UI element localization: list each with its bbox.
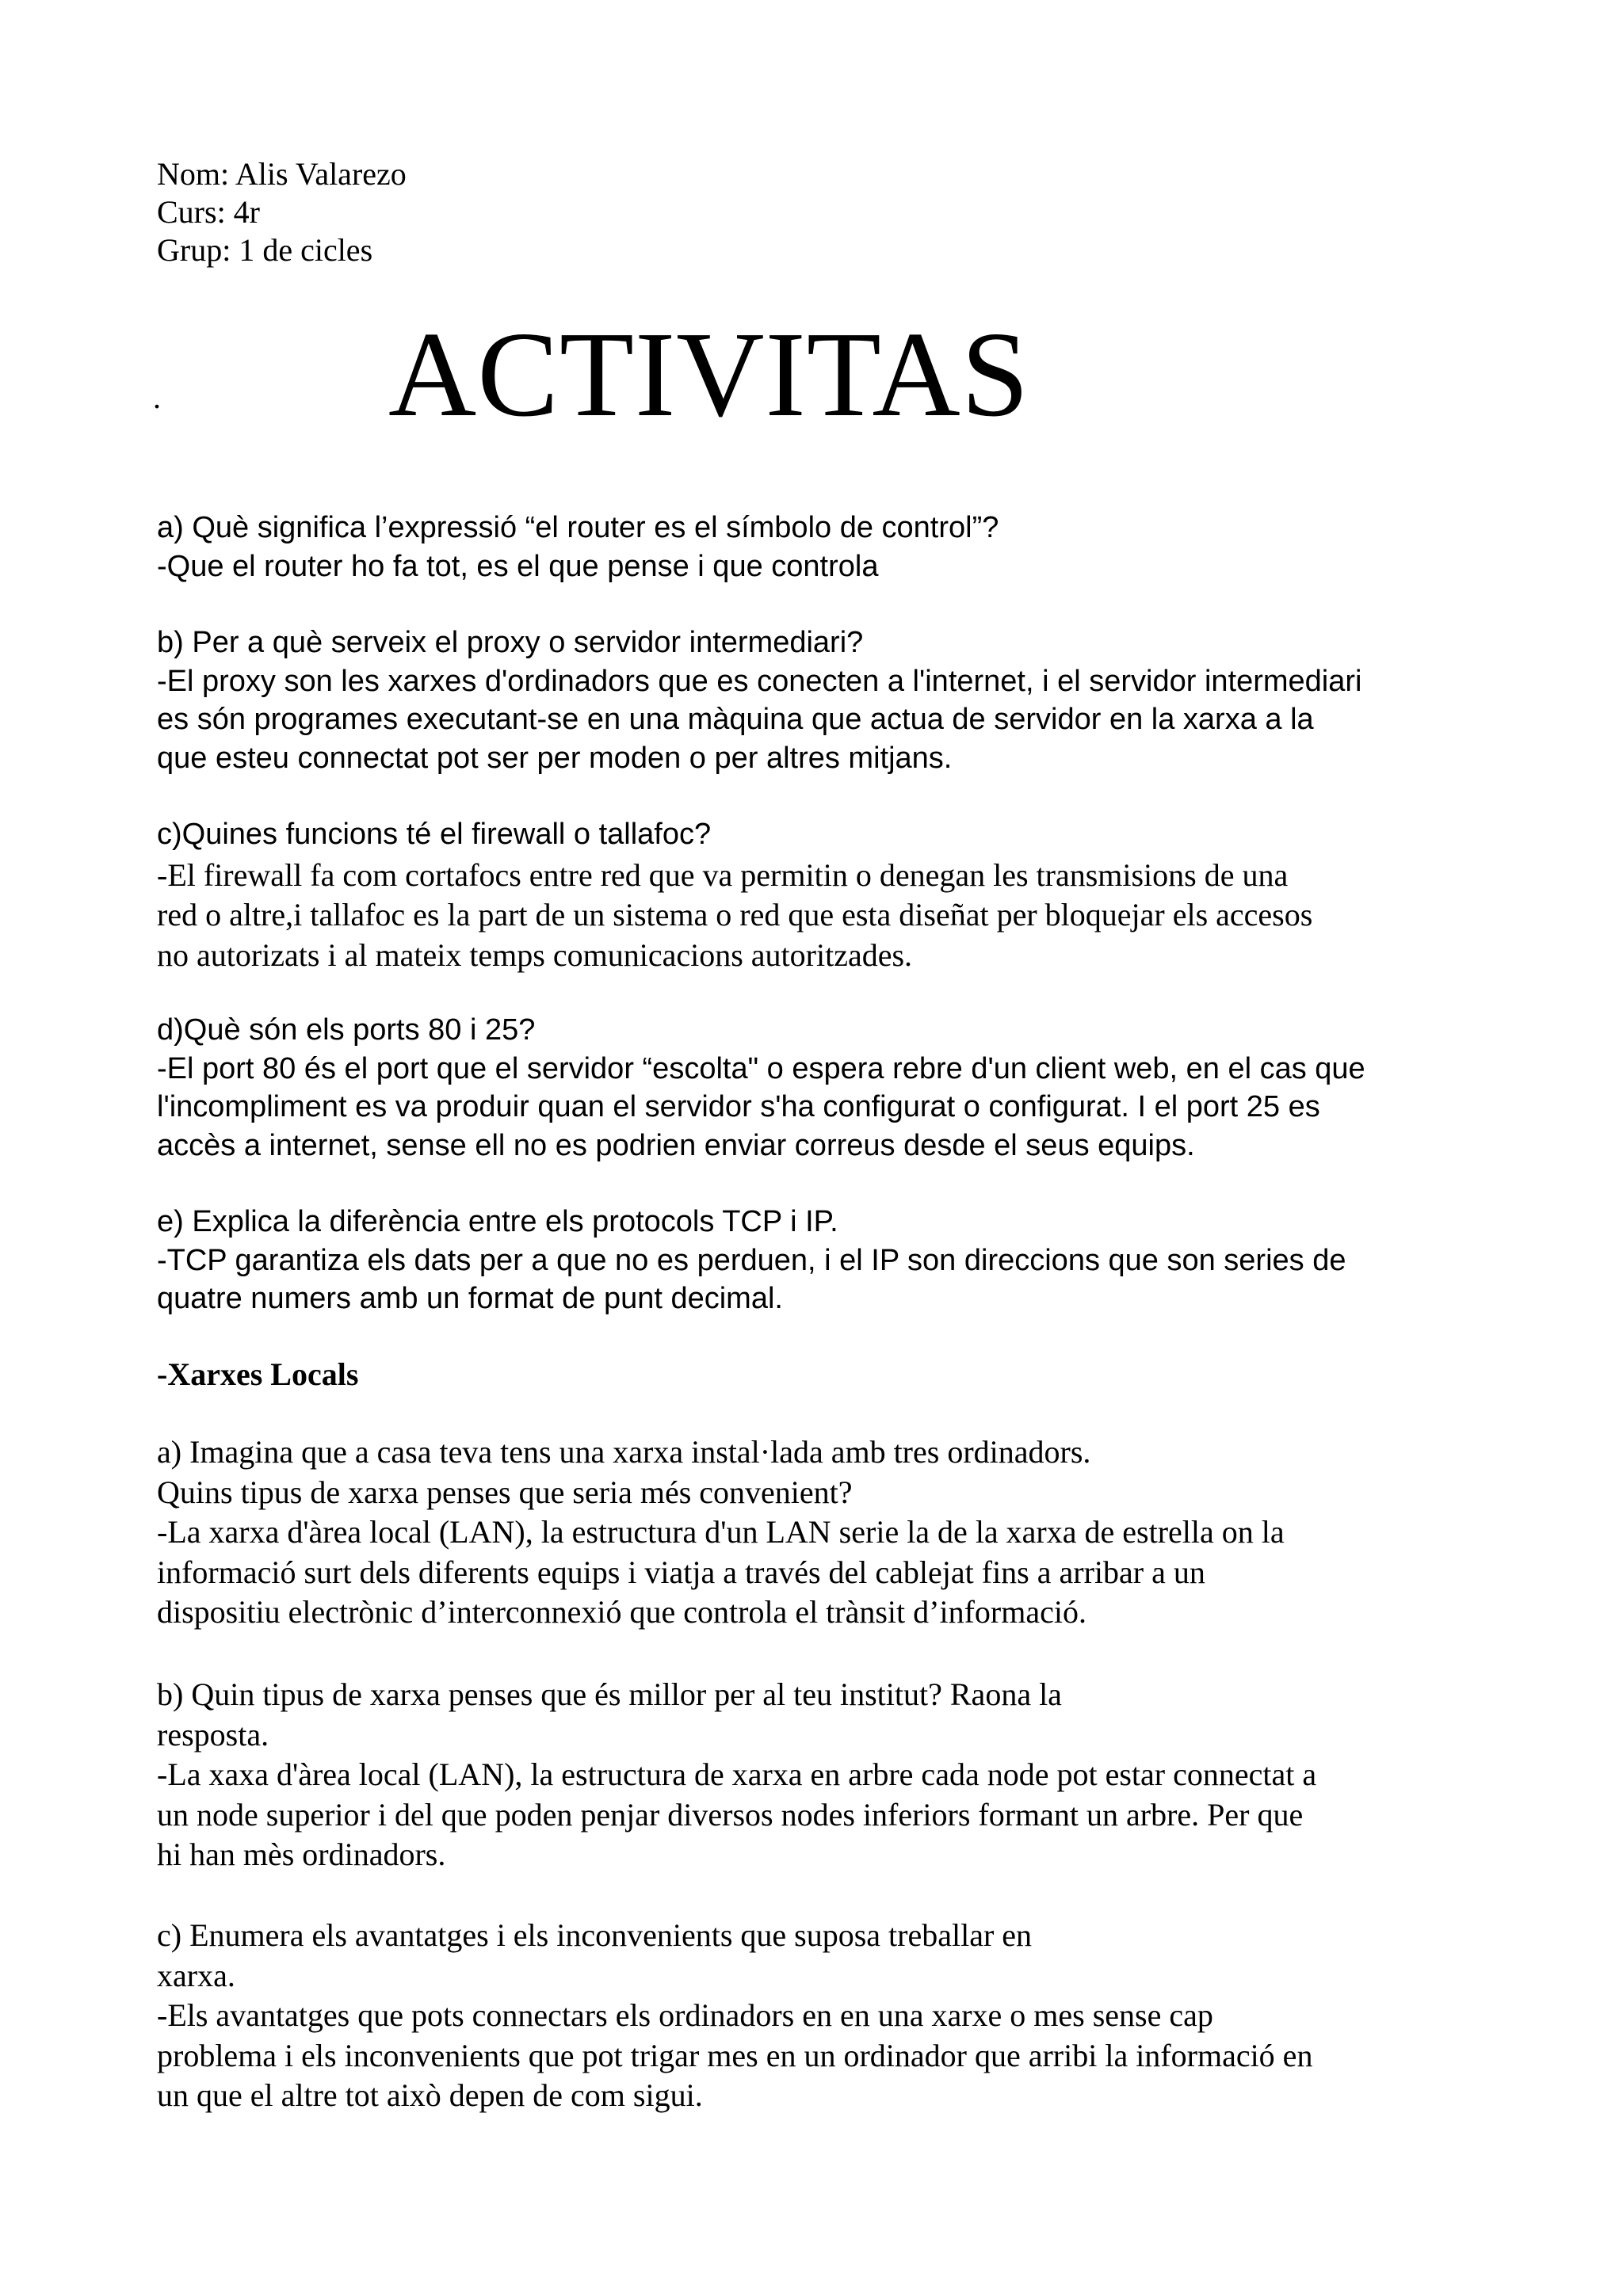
local-a-line: Quins tipus de xarxa penses que seria més convenient? <box>157 1474 853 1510</box>
local-question-c <box>157 1916 1504 2116</box>
student-course: Curs: 4r <box>157 194 260 230</box>
answer-b-line: es són programes executant-se en una màquina que actua de servidor en la xarxa a la <box>157 703 1314 736</box>
question-d-text: d)Què són els ports 80 i 25? <box>157 1013 536 1047</box>
answer-e-line: -TCP garantiza els dats per a que no es perduen, i el IP son direccions que son series de <box>157 1243 1346 1277</box>
question-c-text: c)Quines funcions té el firewall o tallafoc? <box>157 818 712 851</box>
question-e <box>157 1203 1504 1318</box>
student-info <box>157 155 407 269</box>
stray-dot: . <box>153 379 161 415</box>
answer-c <box>157 856 1504 976</box>
question-d <box>157 1011 1504 1165</box>
page-title: ACTIVITAS <box>388 307 1030 442</box>
question-c <box>157 815 1504 975</box>
answer-c-line: -El firewall fa com cortafocs entre red que va permitin o denegan les transmisions de una <box>157 856 1289 893</box>
section-heading <box>157 1355 1504 1395</box>
local-b-line: resposta. <box>157 1716 269 1753</box>
question-a-text: a) Què significa l’expressió “el router es el símbolo de control”? <box>157 511 999 544</box>
local-b-line: -La xaxa d'àrea local (LAN), la estructura de xarxa en arbre cada node pot estar connectat a <box>157 1756 1317 1792</box>
local-b-line: un node superior i del que poden penjar diversos nodes inferiors formant un arbre. Per que <box>157 1796 1304 1833</box>
local-question-a <box>157 1432 1504 1633</box>
answer-d-line: accès a internet, sense ell no es podrien enviar correus desde el seus equips. <box>157 1128 1195 1162</box>
answer-d-line: -El port 80 és el port que el servidor “escolta" o espera rebre d'un client web, en el cas que <box>157 1051 1365 1085</box>
question-a <box>157 509 1504 585</box>
local-c-line: un que el altre tot això depen de com sigui. <box>157 2077 703 2113</box>
question-b <box>157 624 1504 777</box>
answer-c-line: no autorizats i al mateix temps comunicacions autoritzades. <box>157 936 913 973</box>
local-c-line: xarxa. <box>157 1957 235 1993</box>
answer-e-line: quatre numers amb un format de punt decimal. <box>157 1282 783 1315</box>
local-question-b <box>157 1675 1504 1875</box>
local-c-line: c) Enumera els avantatges i els inconvenients que suposa treballar en <box>157 1917 1033 1953</box>
answer-a-line: -Que el router ho fa tot, es el que pense i que controla <box>157 549 879 583</box>
local-c-line: -Els avantatges que pots connectars els ordinadors en en una xarxe o mes sense cap <box>157 1997 1213 2033</box>
local-b-line: hi han mès ordinadors. <box>157 1836 446 1872</box>
question-e-text: e) Explica la diferència entre els protocols TCP i IP. <box>157 1205 838 1238</box>
local-a-line: dispositiu electrònic d’interconnexió que controla el trànsit d’informació. <box>157 1594 1086 1630</box>
answer-d-line: l'incompliment es va produir quan el servidor s'ha configurat o configurat. I el port 25 es <box>157 1090 1320 1123</box>
student-name: Nom: Alis Valarezo <box>157 156 407 192</box>
local-a-line: informació surt dels diferents equips i viatja a través del cablejat fins a arribar a un <box>157 1554 1205 1590</box>
question-b-text: b) Per a què serveix el proxy o servidor intermediari? <box>157 626 864 659</box>
section-heading-text: -Xarxes Locals <box>157 1356 359 1392</box>
student-group: Grup: 1 de cicles <box>157 232 373 268</box>
answer-b-line: que esteu connectat pot ser per moden o per altres mitjans. <box>157 741 953 775</box>
local-a-line: -La xarxa d'àrea local (LAN), la estructura d'un LAN serie la de la xarxa de estrella on la <box>157 1514 1285 1550</box>
answer-b-line: -El proxy son les xarxes d'ordinadors que es conecten a l'internet, i el servidor intermediari <box>157 664 1362 698</box>
answer-c-line: red o altre,i tallafoc es la part de un sistema o red que esta diseñat per bloquejar els accesos <box>157 897 1313 933</box>
local-a-line: a) Imagina que a casa teva tens una xarxa instal·lada amb tres ordinadors. <box>157 1434 1091 1470</box>
local-b-line: b) Quin tipus de xarxa penses que és millor per al teu institut? Raona la <box>157 1676 1062 1712</box>
local-c-line: problema i els inconvenients que pot trigar mes en un ordinador que arribi la informació en <box>157 2037 1313 2073</box>
